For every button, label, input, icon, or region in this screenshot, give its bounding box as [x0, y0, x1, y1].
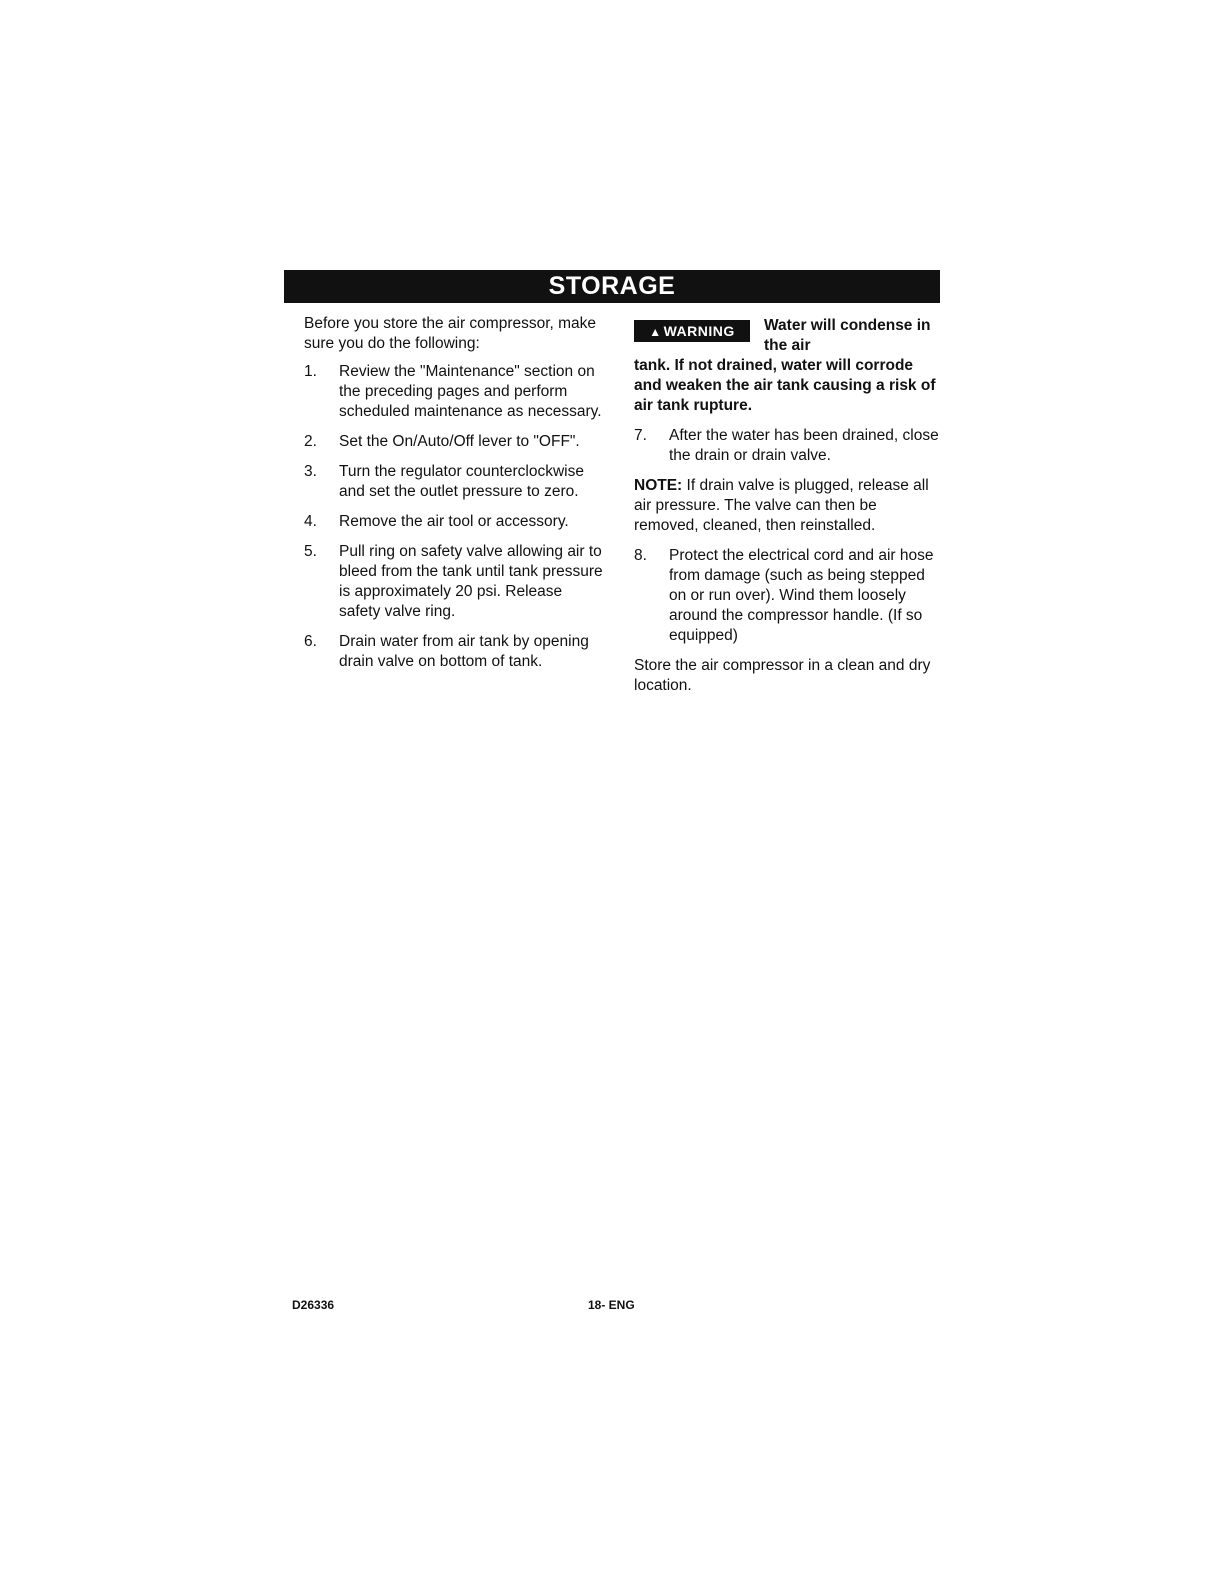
step-number: 1. [304, 363, 317, 380]
intro-text: Before you store the air compressor, make sure you do the following: [304, 315, 597, 352]
step-text: Drain water from air tank by opening drain valve on bottom of tank. [339, 633, 589, 670]
footer-page-number: 18- ENG [588, 1298, 635, 1312]
steps-list-right [634, 426, 939, 466]
step-item [634, 426, 939, 466]
step-text: Pull ring on safety valve allowing air to bleed from the tank until tank pressure is approximately 20 psi. Release safety valve ring. [339, 543, 603, 620]
store-text: Store the air compressor in a clean and dry location. [634, 657, 931, 694]
step-item [304, 632, 604, 672]
step-number: 6. [304, 633, 317, 650]
step-text: Remove the air tool or accessory. [339, 513, 569, 530]
warning-text-rest: tank. If not drained, water will corrode and weaken the air tank causing a risk of air tank rupture. [634, 357, 936, 414]
note-label: NOTE: [634, 477, 683, 494]
warning-block [634, 316, 939, 416]
footer-doc-id: D26336 [292, 1298, 335, 1312]
step-number: 2. [304, 433, 317, 450]
note-text: If drain valve is plugged, release all air pressure. The valve can then be removed, cleaned, then reinstalled. [634, 477, 929, 534]
step-text: After the water has been drained, close the drain or drain valve. [669, 427, 939, 464]
warning-head [634, 316, 939, 356]
step-text: Protect the electrical cord and air hose from damage (such as being stepped on or run over). Wind them loosely around the compressor handle. (If so equipped) [669, 547, 934, 644]
step-text: Turn the regulator counterclockwise and set the outlet pressure to zero. [339, 463, 584, 500]
right-column [634, 316, 939, 696]
step-item [304, 462, 604, 502]
section-header-bar [284, 270, 940, 303]
step-item [634, 546, 939, 646]
warning-triangle-icon: ▲ [649, 325, 662, 339]
step-number: 7. [634, 427, 647, 444]
note-paragraph [634, 476, 939, 536]
step-text: Review the "Maintenance" section on the preceding pages and perform scheduled maintenance as necessary. [339, 363, 602, 420]
step-number: 8. [634, 547, 647, 564]
steps-list [304, 362, 604, 672]
step-item [304, 542, 604, 622]
step-text: Set the On/Auto/Off lever to "OFF". [339, 433, 580, 450]
steps-list-right-2 [634, 546, 939, 646]
warning-badge [634, 320, 750, 342]
step-item [304, 512, 604, 532]
warning-badge-label: WARNING [663, 323, 735, 339]
step-number: 3. [304, 463, 317, 480]
section-title: STORAGE [548, 272, 676, 300]
step-item [304, 362, 604, 422]
step-number: 4. [304, 513, 317, 530]
step-item [304, 432, 604, 452]
warning-text-first: Water will condense in the air [764, 317, 931, 354]
step-number: 5. [304, 543, 317, 560]
left-column [304, 314, 604, 682]
